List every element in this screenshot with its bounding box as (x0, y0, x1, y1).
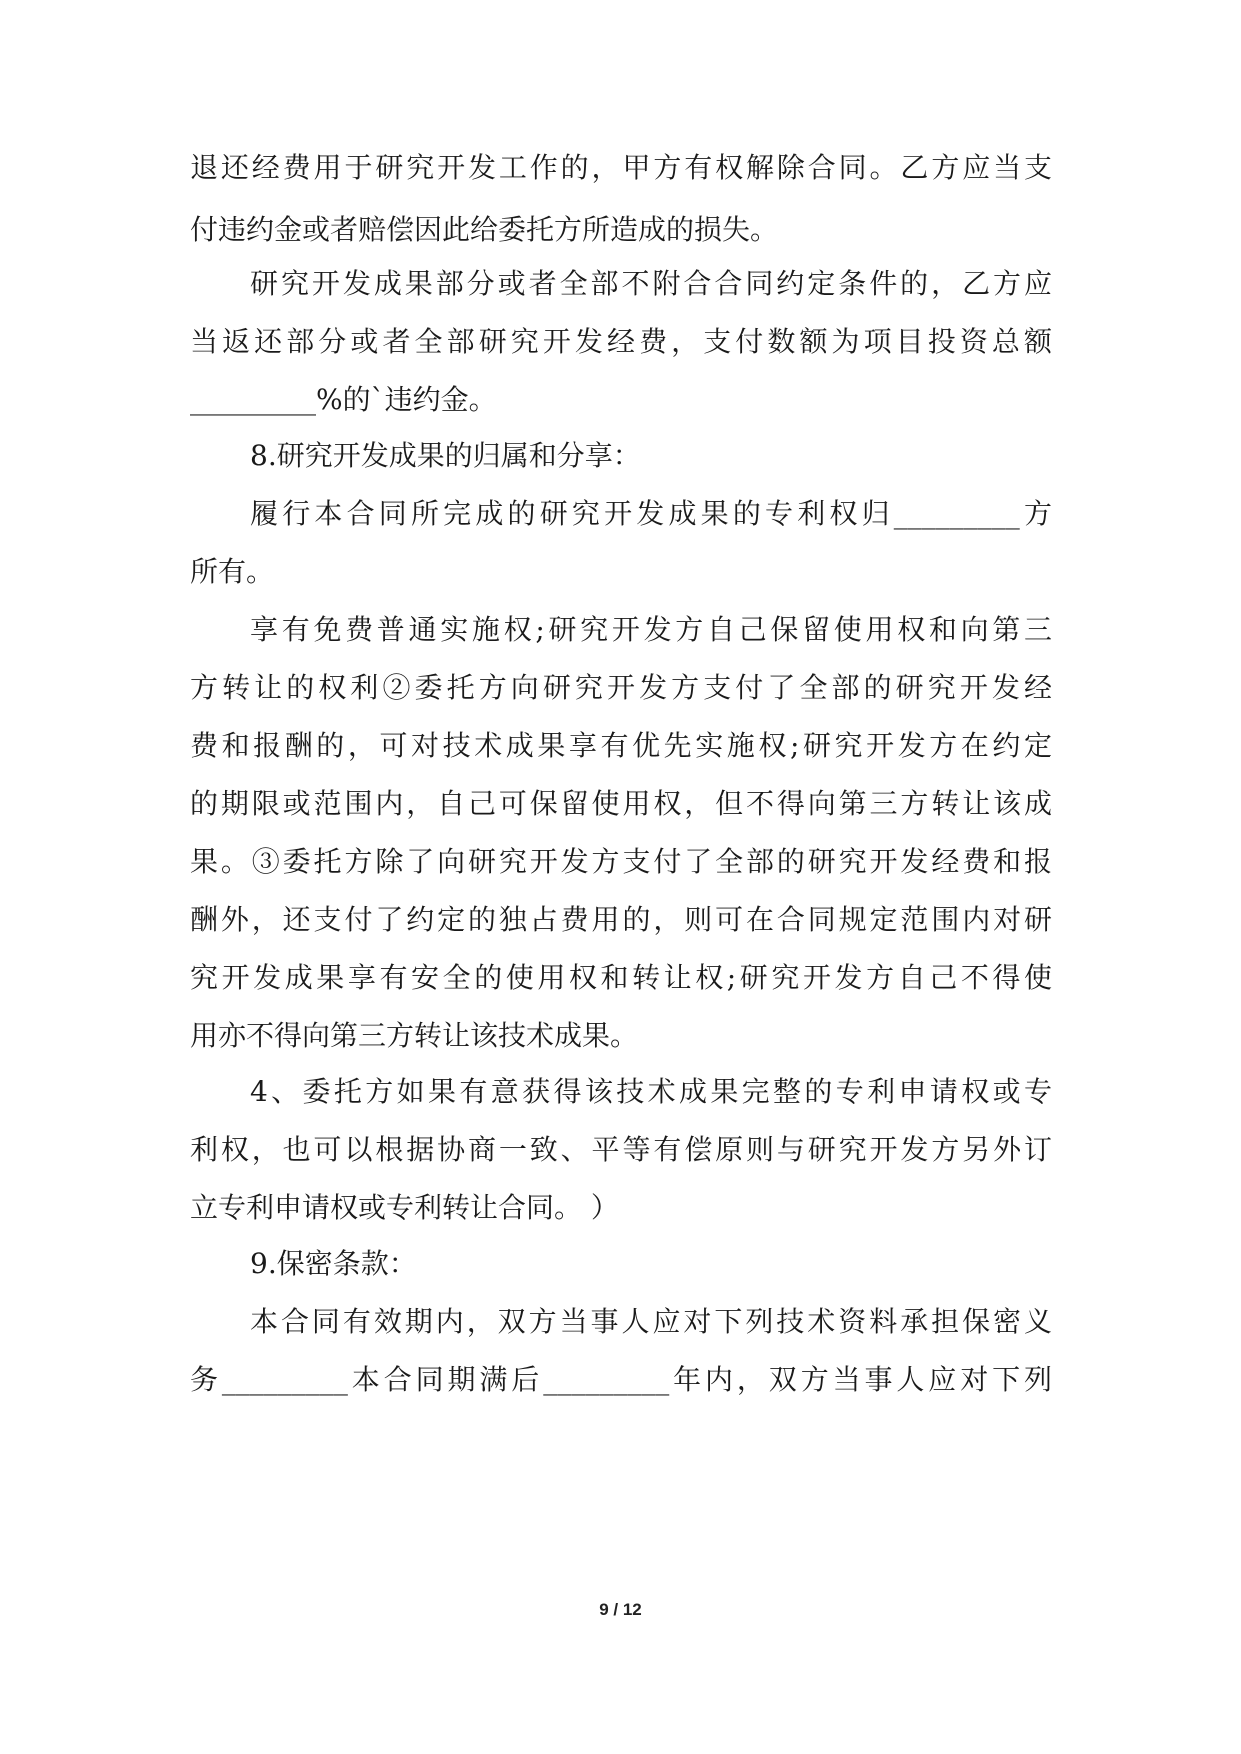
text-line: 付违约金或者赔偿因此给委托方所造成的损失。 (190, 213, 779, 246)
text-line: 果。③委托方除了向研究开发方支付了全部的研究开发经费和报 (190, 845, 1052, 878)
section-heading: 9.保密条款： (250, 1247, 417, 1280)
text-line: 立专利申请权或专利转让合同。 ） (190, 1191, 619, 1224)
text-line: 务_________本合同期满后_________年内，双方当事人应对下列 (190, 1363, 1052, 1396)
text-line: 所有。 (190, 555, 275, 588)
text-line: 酬外，还支付了约定的独占费用的，则可在合同规定范围内对研 (190, 903, 1052, 936)
text-line: 利权，也可以根据协商一致、平等有偿原则与研究开发方另外订 (190, 1133, 1052, 1166)
text-line: _________%的`违约金。 (190, 383, 497, 416)
text-line: 究开发成果享有安全的使用权和转让权;研究开发方自己不得使 (190, 961, 1052, 994)
text-line: 用亦不得向第三方转让该技术成果。 (190, 1019, 639, 1052)
text-line: 费和报酬的，可对技术成果享有优先实施权;研究开发方在约定 (190, 729, 1052, 762)
text-line: 当返还部分或者全部研究开发经费，支付数额为项目投资总额 (190, 325, 1052, 358)
section-heading: 8.研究开发成果的归属和分享： (250, 439, 641, 472)
text-line: 的期限或范围内，自己可保留使用权，但不得向第三方转让该成 (190, 787, 1052, 820)
text-line: 4、委托方如果有意获得该技术成果完整的专利申请权或专 (250, 1075, 1052, 1108)
text-line: 本合同有效期内，双方当事人应对下列技术资料承担保密义 (250, 1305, 1052, 1338)
text-line: 享有免费普通实施权;研究开发方自己保留使用权和向第三 (250, 613, 1052, 646)
text-line: 研究开发成果部分或者全部不附合合同约定条件的，乙方应 (250, 267, 1052, 300)
text-line: 履行本合同所完成的研究开发成果的专利权归_________方 (250, 497, 1052, 530)
page-number: 9 / 12 (599, 1600, 642, 1619)
text-line: 方转让的权利②委托方向研究开发方支付了全部的研究开发经 (190, 671, 1052, 704)
text-line: 退还经费用于研究开发工作的，甲方有权解除合同。乙方应当支 (190, 151, 1052, 184)
